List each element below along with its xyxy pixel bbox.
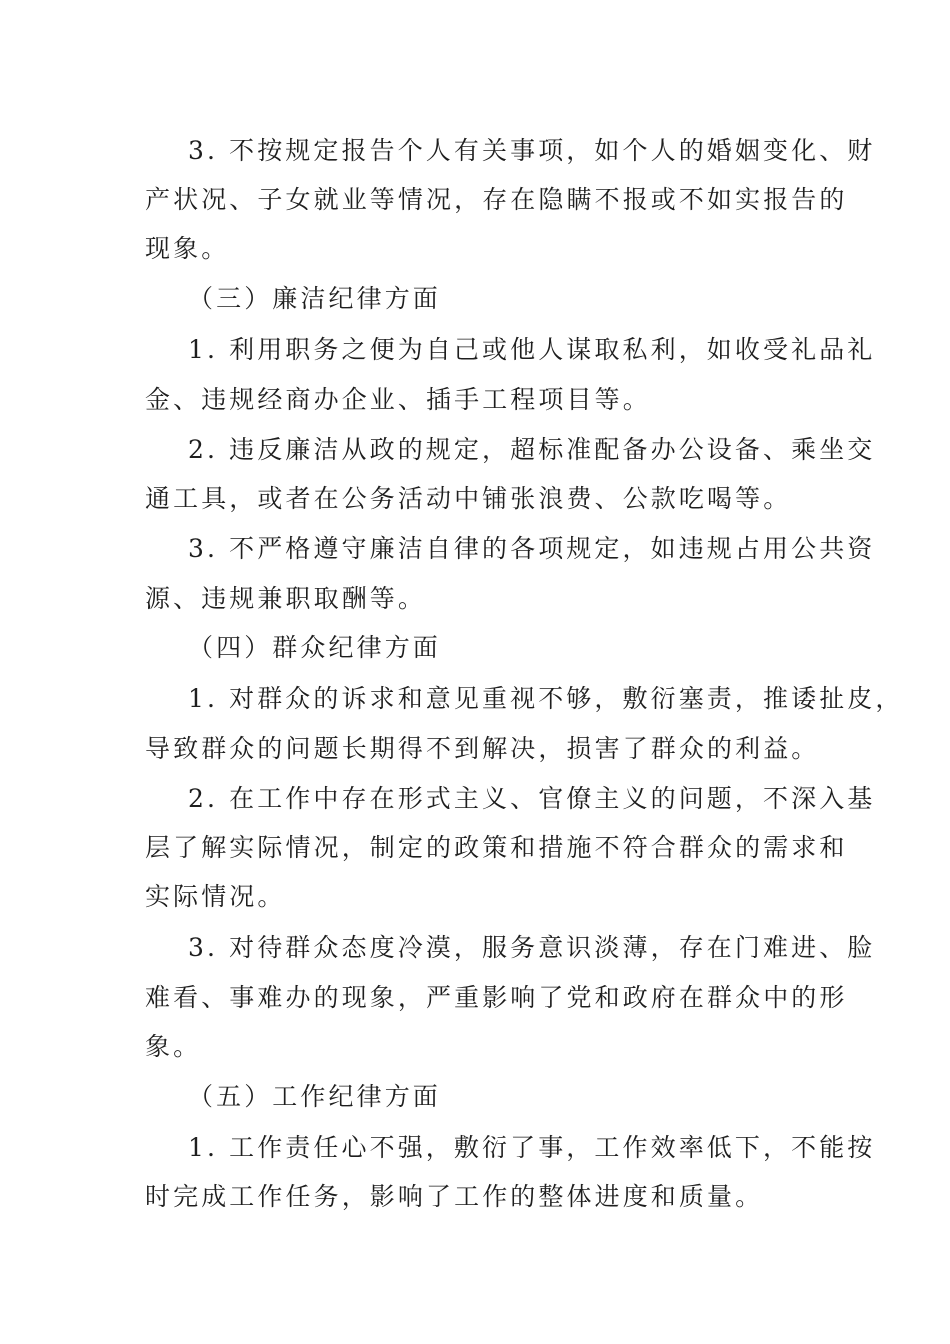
paragraph-line: 3. 不按规定报告个人有关事项，如个人的婚姻变化、财 (188, 136, 876, 165)
paragraph-line: 产状况、子女就业等情况，存在隐瞒不报或不如实报告的 (145, 185, 848, 214)
section-heading: （四）群众纪律方面 (188, 633, 441, 662)
paragraph-line: 时完成工作任务，影响了工作的整体进度和质量。 (145, 1182, 764, 1211)
paragraph-line: 金、违规经商办企业、插手工程项目等。 (145, 385, 651, 414)
paragraph-line: 1. 利用职务之便为自己或他人谋取私利，如收受礼品礼 (188, 335, 876, 364)
paragraph-line: 通工具，或者在公务活动中铺张浪费、公款吃喝等。 (145, 484, 792, 513)
paragraph-line: 1. 对群众的诉求和意见重视不够，敷衍塞责，推诿扯皮， (188, 684, 904, 713)
paragraph-line: 层了解实际情况，制定的政策和措施不符合群众的需求和 (145, 833, 848, 862)
paragraph-line: 2. 在工作中存在形式主义、官僚主义的问题，不深入基 (188, 784, 876, 813)
paragraph-line: 2. 违反廉洁从政的规定，超标准配备办公设备、乘坐交 (188, 435, 876, 464)
section-heading: （五）工作纪律方面 (188, 1082, 441, 1111)
paragraph-line: 导致群众的问题长期得不到解决，损害了群众的利益。 (145, 734, 820, 763)
paragraph-line: 现象。 (145, 234, 230, 263)
paragraph-line: 象。 (145, 1032, 202, 1061)
paragraph-line: 3. 对待群众态度冷漠，服务意识淡薄，存在门难进、脸 (188, 933, 876, 962)
paragraph-line: 实际情况。 (145, 882, 286, 911)
paragraph-line: 源、违规兼职取酬等。 (145, 584, 427, 613)
section-heading: （三）廉洁纪律方面 (188, 284, 441, 313)
paragraph-line: 3. 不严格遵守廉洁自律的各项规定，如违规占用公共资 (188, 534, 876, 563)
paragraph-line: 1. 工作责任心不强，敷衍了事，工作效率低下，不能按 (188, 1133, 876, 1162)
paragraph-line: 难看、事难办的现象，严重影响了党和政府在群众中的形 (145, 983, 848, 1012)
